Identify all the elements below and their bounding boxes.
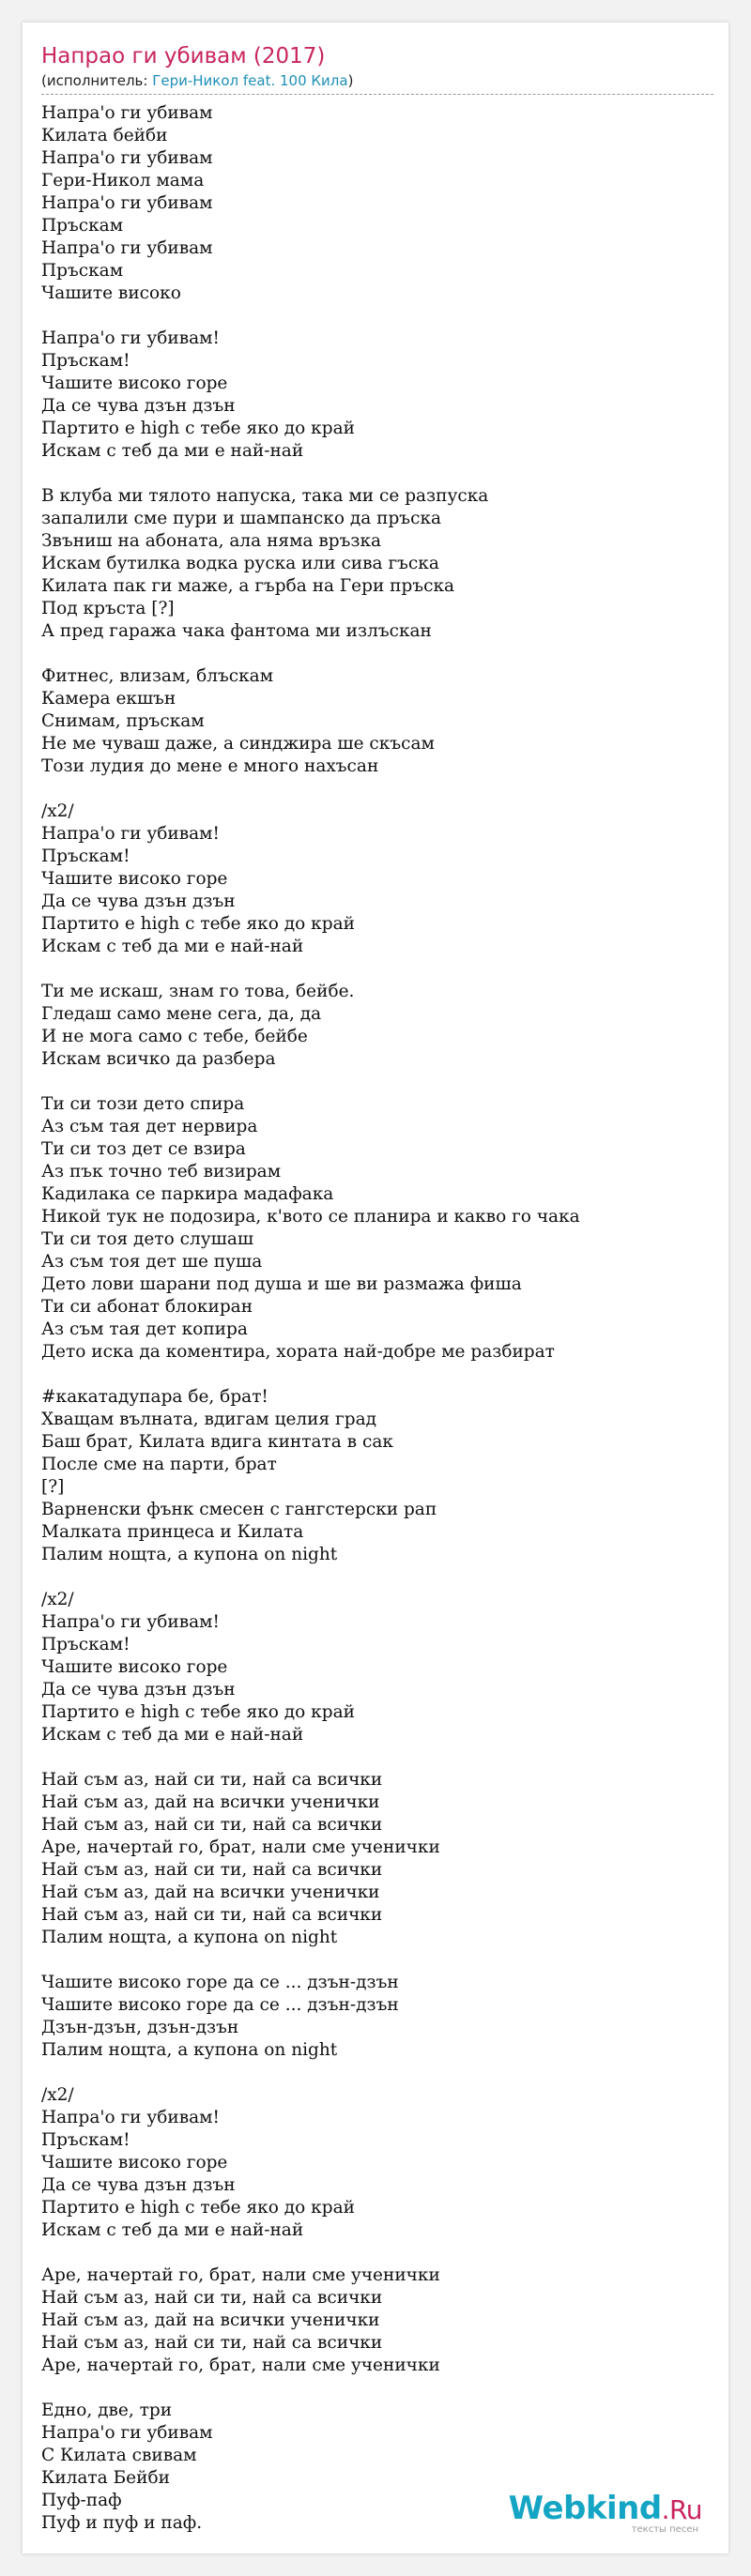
artist-link[interactable]: Гери-Никол feat. 100 Кила — [152, 72, 348, 89]
lyrics-line: Най съм аз, най си ти, най са всички — [41, 1770, 383, 1790]
lyrics-stanza — [41, 1093, 712, 1364]
lyrics-line: Напра'о ги убивам — [41, 103, 213, 123]
lyrics-line: Дзън-дзън, дзън-дзън — [41, 2018, 239, 2037]
lyrics-line: Палим нощта, а купона on night — [41, 1545, 338, 1564]
lyrics-line: Ти си тоя дето слушаш — [41, 1229, 254, 1249]
lyrics-line: Аре, начертай го, брат, нали сме ученички — [41, 1837, 440, 1857]
lyrics-line: Палим нощта, а купона on night — [41, 1928, 338, 1947]
lyrics-line: Да се чува дзън дзън — [41, 2175, 236, 2195]
lyrics-line: А пред гаража чака фантома ми излъскан — [41, 621, 432, 641]
lyrics-line: Чашите високо горе — [41, 2153, 228, 2172]
lyrics-line: Под кръста [?] — [41, 599, 175, 618]
lyrics-line: Гледаш само мене сега, да, да — [41, 1004, 322, 1024]
lyrics-line: #какатадупара бе, брат! — [41, 1387, 268, 1407]
lyrics-line: запалили сме пури и шампанско да пръска — [41, 509, 442, 528]
lyrics-line: Гери-Никол мама — [41, 171, 205, 191]
lyrics-line: Килата Бейби — [41, 2468, 170, 2488]
byline-prefix: (исполнитель: — [41, 72, 153, 89]
lyrics-line: /x2/ — [41, 2085, 74, 2105]
lyrics-line: Палим нощта, а купона on night — [41, 2040, 338, 2060]
lyrics-line: Камера екшън — [41, 689, 176, 709]
lyrics-line: Напра'о ги убивам — [41, 193, 213, 213]
lyrics-stanza — [41, 665, 712, 778]
lyrics-line: Малката принцеса и Килата — [41, 1522, 304, 1542]
lyrics-line: Ти си абонат блокиран — [41, 1297, 253, 1317]
lyrics-line: Дето иска да коментира, хората най-добре ме разбират — [41, 1342, 555, 1362]
byline-suffix: ) — [347, 72, 354, 89]
lyrics-line: Аре, начертай го, брат, нали сме ученички — [41, 2265, 440, 2285]
lyrics-line: Аз пък точно теб визирам — [41, 1162, 282, 1181]
lyrics-stanza — [41, 981, 712, 1071]
lyrics-line: Този лудия до мене е много нахъсан — [41, 756, 379, 776]
lyrics-text — [41, 102, 712, 2535]
lyrics-line: Чашите високо горе — [41, 373, 228, 393]
logo-domain: .Ru — [661, 2494, 702, 2525]
lyrics-line: Пуф-паф — [41, 2491, 122, 2510]
lyrics-stanza — [41, 800, 712, 958]
lyrics-line: Аз съм тая дет нервира — [41, 1117, 258, 1136]
lyrics-line: Най съм аз, дай на всички ученички — [41, 1792, 380, 1812]
lyrics-line: Варненски фънк смесен с гангстерски рап — [41, 1500, 437, 1519]
logo-wordmark: Webkind — [508, 2490, 662, 2527]
lyrics-line: После сме на парти, брат — [41, 1455, 277, 1474]
lyrics-line: /x2/ — [41, 801, 74, 821]
lyrics-stanza — [41, 2084, 712, 2242]
lyrics-line: Пръскам! — [41, 351, 130, 371]
lyrics-line: Партито е high с тебе яко до край — [41, 914, 355, 934]
lyrics-line: Напра'о ги убивам! — [41, 328, 220, 348]
lyrics-line: Пръскам — [41, 216, 124, 236]
lyrics-line: Пръскам — [41, 261, 124, 281]
lyrics-line: Чашите високо горе да се ... дзън-дзън — [41, 1973, 399, 1992]
lyrics-line: Искам с теб да ми е най-най — [41, 937, 304, 956]
lyrics-line: Пуф и пуф и паф. — [41, 2513, 203, 2533]
artist-byline — [41, 71, 713, 95]
site-logo[interactable] — [509, 2492, 702, 2535]
lyrics-line: Да се чува дзън дзън — [41, 1680, 236, 1700]
lyrics-line: Пръскам! — [41, 1635, 130, 1654]
lyrics-line: Партито е high с тебе яко до край — [41, 419, 355, 438]
lyrics-line: Ти си този дето спира — [41, 1094, 245, 1114]
lyrics-line: Искам с теб да ми е най-най — [41, 1725, 304, 1745]
lyrics-line: Аз съм тоя дет ше пуша — [41, 1252, 263, 1272]
lyrics-line: Най съм аз, най си ти, най са всички — [41, 2333, 383, 2353]
lyrics-line: Напра'о ги убивам — [41, 238, 213, 258]
lyrics-card — [23, 23, 728, 2553]
lyrics-line: /x2/ — [41, 1590, 74, 1609]
lyrics-line: Не ме чуваш даже, а синджира ше скъсам — [41, 734, 435, 754]
lyrics-stanza — [41, 1972, 712, 2062]
lyrics-line: Напра'о ги убивам! — [41, 824, 220, 844]
lyrics-line: Никой тук не подозира, к'вото се планира и какво го чака — [41, 1207, 580, 1227]
lyrics-line: И не мога само с тебе, бейбе — [41, 1027, 308, 1046]
lyrics-line: Напра'о ги убивам! — [41, 1612, 220, 1632]
lyrics-line: Искам бутилка водка руска или сива гъска — [41, 554, 439, 573]
lyrics-line: Аре, начертай го, брат, нали сме ученички — [41, 2355, 440, 2375]
lyrics-line: Искам всичко да разбера — [41, 1049, 276, 1069]
lyrics-stanza — [41, 102, 712, 305]
lyrics-line: Килата пак ги маже, а гърба на Гери пръска — [41, 576, 455, 596]
lyrics-line: С Килата свивам — [41, 2446, 197, 2465]
lyrics-line: В клуба ми тялото напуска, така ми се разпуска — [41, 486, 489, 506]
lyrics-line: Дето лови шарани под душа и ше ви размажа фиша — [41, 1274, 522, 1294]
lyrics-stanza — [41, 1386, 712, 1566]
lyrics-line: Килата бейби — [41, 126, 168, 145]
lyrics-line: Хващам вълната, вдигам целия град — [41, 1410, 377, 1429]
lyrics-line: Снимам, пръскам — [41, 711, 205, 731]
lyrics-line: Най съм аз, дай на всички ученички — [41, 1882, 380, 1902]
lyrics-line: Напра'о ги убивам — [41, 148, 213, 168]
lyrics-line: Да се чува дзън дзън — [41, 396, 236, 416]
lyrics-line: Пръскам! — [41, 846, 130, 866]
logo-subtitle: тексты песен — [631, 2524, 698, 2535]
lyrics-line: Най съм аз, най си ти, най са всички — [41, 1815, 383, 1835]
lyrics-line: Да се чува дзън дзън — [41, 892, 236, 911]
lyrics-line: Чашите високо горе — [41, 869, 228, 889]
lyrics-line: Ти ме искаш, знам го това, бейбе. — [41, 982, 355, 1001]
lyrics-line: Партито е high с тебе яко до край — [41, 2198, 355, 2218]
lyrics-stanza — [41, 1589, 712, 1746]
lyrics-line: Напра'о ги убивам — [41, 2423, 213, 2443]
lyrics-line: Фитнес, влизам, блъскам — [41, 666, 274, 686]
lyrics-stanza — [41, 2264, 712, 2377]
lyrics-line: Кадилака се паркира мадафака — [41, 1184, 334, 1204]
lyrics-line: Звъниш на абоната, ала няма връзка — [41, 531, 382, 551]
lyrics-line: Най съм аз, дай на всички ученички — [41, 2310, 380, 2330]
lyrics-stanza — [41, 328, 712, 463]
lyrics-line: Искам с теб да ми е най-най — [41, 2220, 304, 2240]
lyrics-line: Напра'о ги убивам! — [41, 2108, 220, 2127]
lyrics-line: Чашите високо горе да се ... дзън-дзън — [41, 1995, 399, 2015]
lyrics-line: Баш брат, Килата вдига кинтата в сак — [41, 1432, 393, 1452]
page-title: Напрао ги убивам (2017) — [41, 44, 326, 69]
lyrics-line: [?] — [41, 1477, 65, 1497]
lyrics-line: Чашите високо горе — [41, 1657, 228, 1677]
lyrics-line: Аз съм тая дет копира — [41, 1319, 248, 1339]
lyrics-line: Най съм аз, най си ти, най са всички — [41, 1860, 383, 1880]
lyrics-stanza — [41, 485, 712, 643]
lyrics-line: Най съм аз, най си ти, най са всички — [41, 2288, 383, 2308]
lyrics-line: Ти си тоз дет се взира — [41, 1139, 246, 1159]
lyrics-line: Най съм аз, най си ти, най са всички — [41, 1905, 383, 1925]
lyrics-line: Пръскам! — [41, 2130, 130, 2150]
lyrics-line: Партито е high с тебе яко до край — [41, 1702, 355, 1722]
lyrics-stanza — [41, 1769, 712, 1949]
lyrics-line: Искам с теб да ми е най-най — [41, 441, 304, 461]
lyrics-line: Едно, две, три — [41, 2401, 173, 2420]
lyrics-line: Чашите високо — [41, 283, 181, 303]
